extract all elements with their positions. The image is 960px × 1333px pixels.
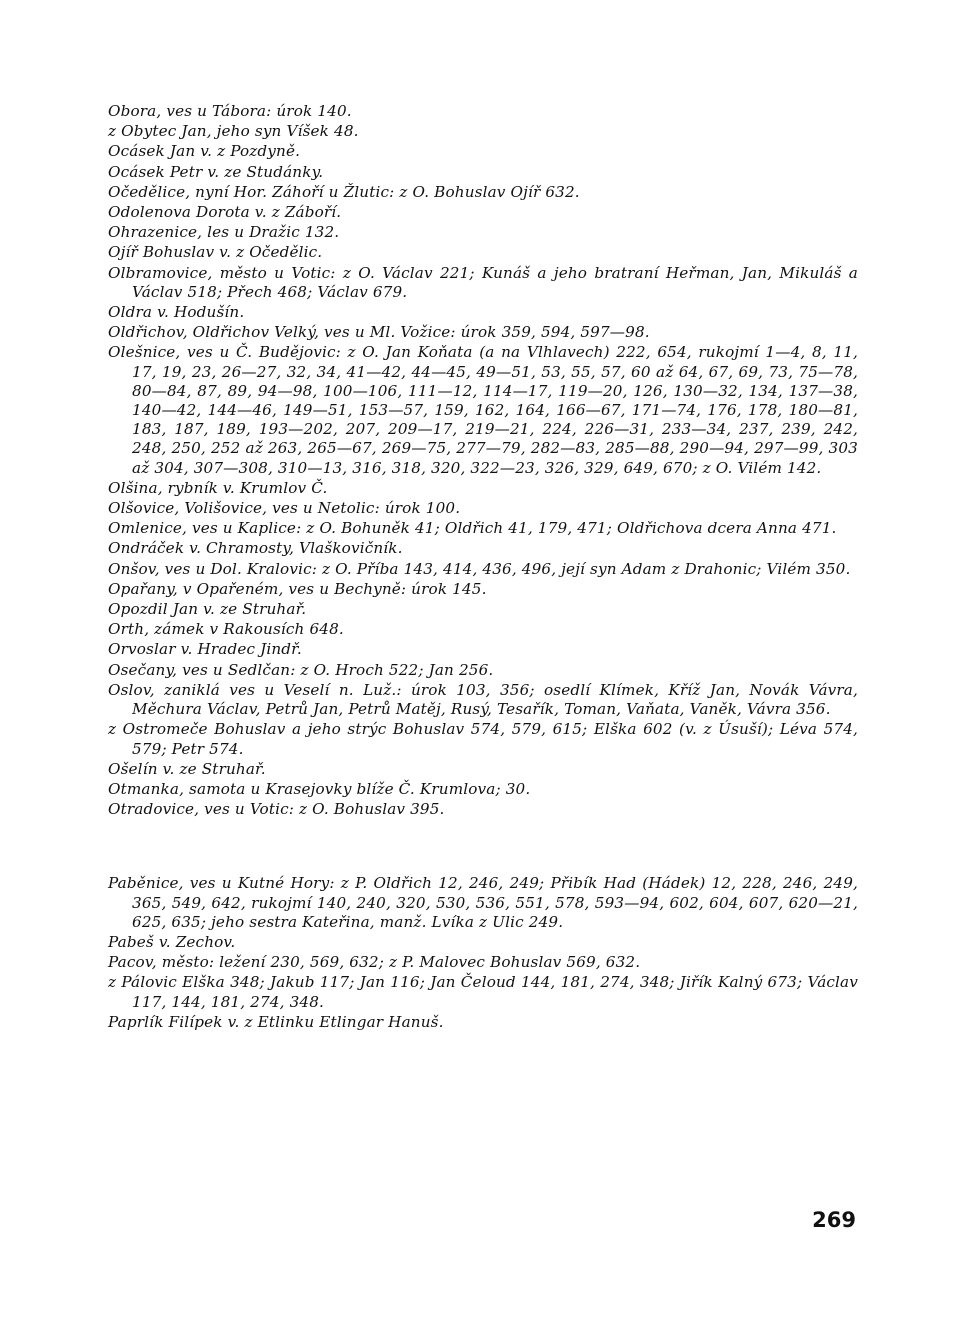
index-entry: Oldra v. Hodušín. <box>108 303 245 322</box>
index-entry: Pabeš v. Zechov. <box>108 932 236 951</box>
index-page <box>108 102 858 1033</box>
index-entry: z Obytec Jan, jeho syn Víšek 48. <box>108 122 359 141</box>
index-entry: Orth, zámek v Rakousích 648. <box>108 620 344 639</box>
index-entry: Opozdil Jan v. ze Struhař. <box>108 600 307 619</box>
index-entry: Odolenova Dorota v. z Záboří. <box>108 203 342 222</box>
index-entry: Oslov, zaniklá ves u Veselí n. Luž.: úrok 103, 356; osedlí Klímek, Kříž Jan, Novák Vávra, Měchura Václav, Petrů Jan, Petrů Matěj, Rusý, Tesařík, Toman, Vaňata, Vaněk, Vávra 356. <box>108 680 858 719</box>
index-entry: Olbramovice, město u Votic: z O. Václav 221; Kunáš a jeho bratraní Heřman, Jan, Mikuláš a Václav 518; Přech 468; Václav 679. <box>108 263 858 301</box>
index-entry: Obora, ves u Tábora: úrok 140. <box>108 102 352 120</box>
index-entry: Pacov, město: ležení 230, 569, 632; z P. Malovec Bohuslav 569, 632. <box>108 953 641 972</box>
index-entry: z Ostromeče Bohuslav a jeho strýc Bohuslav 574, 579, 615; Elška 602 (v. z Úsuší); Léva 574, 579; Petr 574. <box>108 720 858 758</box>
index-entry: Omlenice, ves u Kaplice: z O. Bohuněk 41; Oldřich 41, 179, 471; Oldřichova dcera Anna 471. <box>108 519 837 538</box>
index-entry: Ojíř Bohuslav v. z Očedělic. <box>108 243 323 262</box>
section-divider <box>108 820 858 874</box>
page-number: 269 <box>812 1208 856 1232</box>
index-entry: Onšov, ves u Dol. Kralovic: z O. Příba 143, 414, 436, 496, její syn Adam z Drahonic; Vilém 350. <box>108 559 851 578</box>
index-entry: Olšina, rybník v. Krumlov Č. <box>108 478 328 497</box>
index-entry: Paprlík Filípek v. z Etlinku Etlingar Hanuš. <box>108 1012 444 1031</box>
index-entry: Olešnice, ves u Č. Budějovic: z O. Jan Koňata (a na Vlhlavech) 222, 654, rukojmí 1—4, 8, 11, 17, 19, 23, 26—27, 32, 34, 41—42, 44—45, 49—51, 53, 55, 57, 60 až 64, 67, 69, 73, 75—78, 80—84, 87, 89, 94—98, 100—106, 111—12, 114—17, 119—20, 126, 130—32, 134, 137—38, 140—42, 144—46, 149—51, 153—57, 159, 162, 164, 166—67, 171—74, 176, 178, 180—81, 183, 187, 189, 193—202, 207, 209—17, 219—21, 224, 226—31, 233—34, 237, 239, 242, 248, 250, 252 až 263, 265—67, 269—75, 277—79, 282—83, 285—88, 290—94, 297—99, 303 až 304, 307—308, 310—13, 316, 318, 320, 322—23, 326, 329, 649, 670; z O. Vilém 142. <box>108 343 858 477</box>
index-entry: Opařany, v Opařeném, ves u Bechyně: úrok 145. <box>108 579 487 598</box>
index-entry: Očedělice, nyní Hor. Záhoří u Žlutic: z O. Bohuslav Ojíř 632. <box>108 182 580 201</box>
index-entry: Ocásek Petr v. ze Studánky. <box>108 162 324 181</box>
index-entry: Otradovice, ves u Votic: z O. Bohuslav 395. <box>108 800 445 819</box>
index-entry: Ondráček v. Chramosty, Vlaškovičník. <box>108 539 403 558</box>
index-entry: Olšovice, Volišovice, ves u Netolic: úrok 100. <box>108 499 461 518</box>
index-entry: Ohrazenice, les u Dražic 132. <box>108 223 340 242</box>
index-entry: Otmanka, samota u Krasejovky blíže Č. Krumlova; 30. <box>108 779 531 798</box>
index-entry: Paběnice, ves u Kutné Hory: z P. Oldřich 12, 246, 249; Přibík Had (Hádek) 12, 228, 246, 249, 365, 549, 642, rukojmí 140, 240, 320, 530, 536, 551, 578, 593—94, 602, 604, 607, 620—21, 625, 635; jeho sestra Kateřina, manž. Lvíka z Ulic 249. <box>108 874 858 931</box>
index-entry: Oldřichov, Oldřichov Velký, ves u Ml. Vožice: úrok 359, 594, 597—98. <box>108 323 650 342</box>
index-entry: Ošelín v. ze Struhař. <box>108 759 266 778</box>
section-o <box>108 102 858 819</box>
index-entry: Osečany, ves u Sedlčan: z O. Hroch 522; Jan 256. <box>108 660 494 679</box>
section-p <box>108 874 858 1032</box>
index-entry: z Pálovic Elška 348; Jakub 117; Jan 116; Jan Čeloud 144, 181, 274, 348; Jiřík Kalný 673; Václav 117, 144, 181, 274, 348. <box>108 973 858 1011</box>
index-entry: Ocásek Jan v. z Pozdyně. <box>108 142 301 161</box>
index-entry: Orvoslar v. Hradec Jindř. <box>108 640 302 659</box>
